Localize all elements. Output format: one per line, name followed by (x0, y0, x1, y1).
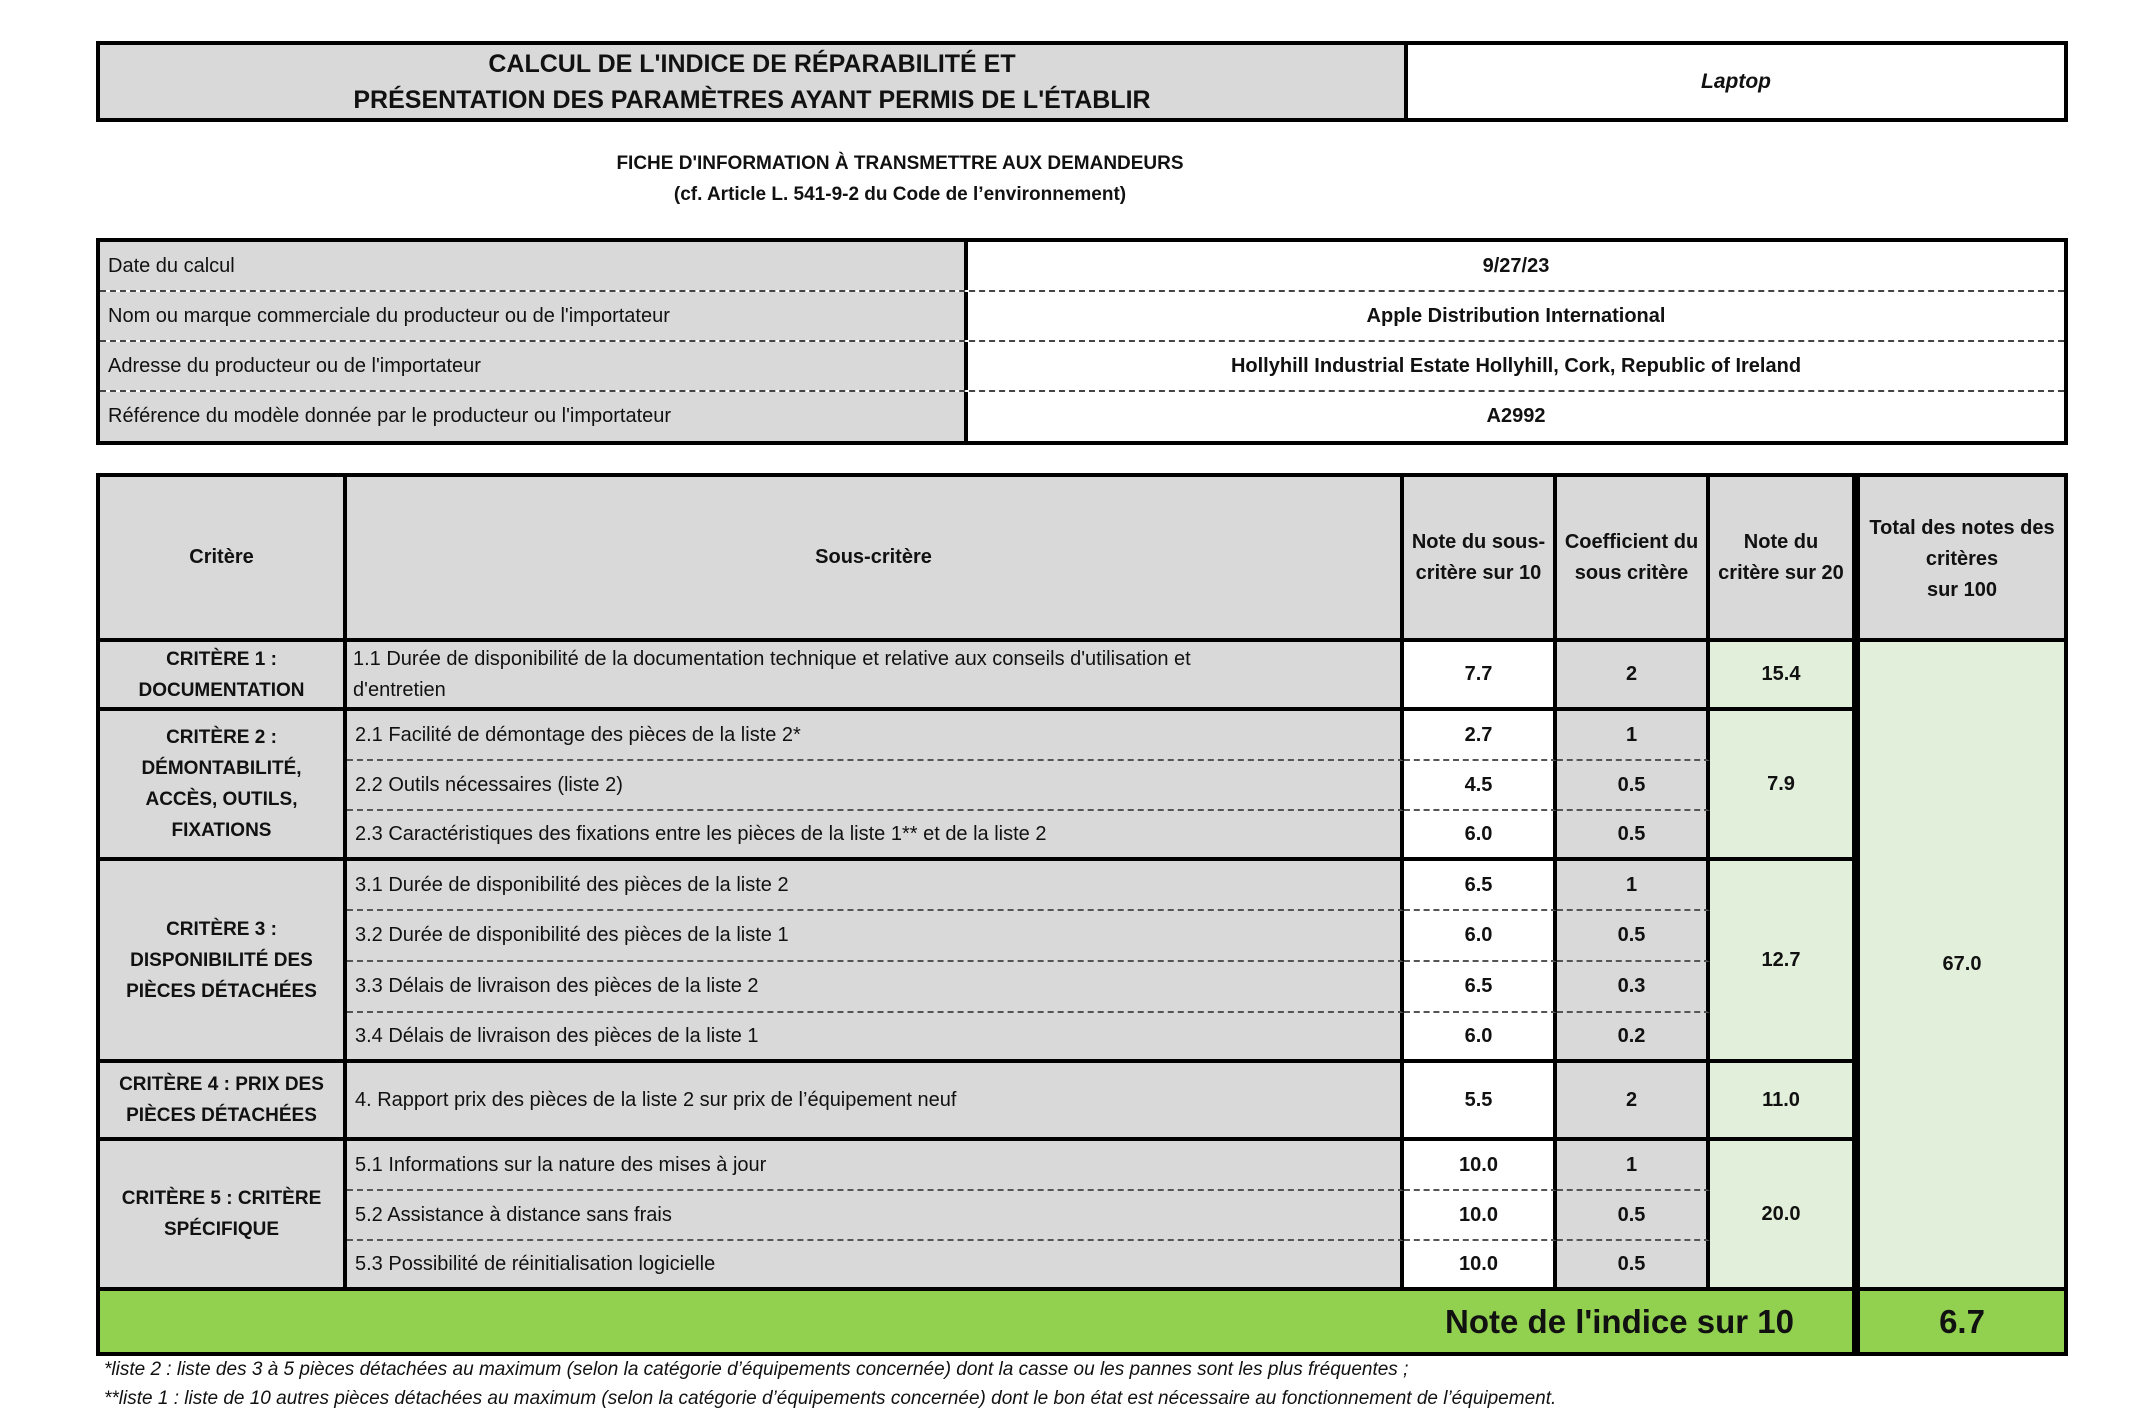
subcriterion-5-3: 5.3 Possibilité de réinitialisation logicielle (347, 1241, 1404, 1291)
info-row-address (100, 342, 2064, 392)
note-2-1: 2.7 (1404, 711, 1557, 761)
product-type: Laptop (1408, 45, 2064, 118)
score20-1: 15.4 (1710, 642, 1860, 711)
subtitle-line-2: (cf. Article L. 541-9-2 du Code de l’environnement) (673, 184, 1127, 205)
subcriterion-2-2: 2.2 Outils nécessaires (liste 2) (347, 761, 1404, 811)
note-5-1: 10.0 (1404, 1141, 1557, 1191)
header-total (1860, 477, 2064, 642)
subcriterion-2-1: 2.1 Facilité de démontage des pièces de la liste 2* (347, 711, 1404, 761)
criterion-label-line: DÉMONTABILITÉ, (141, 758, 302, 779)
note-3-4: 6.0 (1404, 1013, 1557, 1063)
criterion-label-line: CRITÈRE 1 : (166, 648, 277, 670)
subcriterion-4: 4. Rapport prix des pièces de la liste 2 sur prix de l’équipement neuf (347, 1063, 1404, 1141)
header-line: Note du sous- (1411, 530, 1546, 553)
info-row-producer (100, 292, 2064, 342)
header-line: sur 100 (1926, 579, 1998, 601)
score20-5: 20.0 (1710, 1141, 1860, 1291)
note-3-3: 6.5 (1404, 962, 1557, 1013)
coef-2-3: 0.5 (1557, 811, 1710, 861)
info-table (96, 238, 2068, 445)
subcriterion-1-1 (347, 642, 1404, 711)
subcriterion-3-3: 3.3 Délais de livraison des pièces de la liste 2 (347, 962, 1404, 1013)
info-value: Apple Distribution International (968, 292, 2064, 340)
criterion-2-label (100, 711, 347, 861)
subcriterion-5-1: 5.1 Informations sur la nature des mises à jour (347, 1141, 1404, 1191)
criterion-label-line: CRITÈRE 2 : (166, 727, 277, 748)
info-label: Date du calcul (100, 242, 968, 290)
coef-5-1: 1 (1557, 1141, 1710, 1191)
total-100: 67.0 (1860, 642, 2064, 1291)
subcriterion-3-4: 3.4 Délais de livraison des pièces de la liste 1 (347, 1013, 1404, 1063)
score20-2: 7.9 (1710, 711, 1860, 861)
info-value: A2992 (968, 392, 2064, 441)
criterion-4-label (100, 1063, 347, 1141)
criterion-label-line: DOCUMENTATION (138, 679, 305, 701)
coef-2-2: 0.5 (1557, 761, 1710, 811)
subcriterion-3-2: 3.2 Durée de disponibilité des pièces de la liste 1 (347, 911, 1404, 962)
coef-5-2: 0.5 (1557, 1191, 1710, 1241)
header-line: sous critère (1574, 561, 1689, 584)
footnote-liste-2: *liste 2 : liste des 3 à 5 pièces détachées au maximum (selon la catégorie d’équipements concernée) dont la casse ou les pannes sont les plus fréquentes ; (104, 1359, 1409, 1380)
title-line-1: CALCUL DE L'INDICE DE RÉPARABILITÉ ET (488, 49, 1016, 78)
criterion-label-line: DISPONIBILITÉ DES (130, 949, 313, 971)
coef-3-4: 0.2 (1557, 1013, 1710, 1063)
header-note-sous-critere (1404, 477, 1557, 642)
criterion-1-label (100, 642, 347, 711)
header-line: critère sur 10 (1415, 561, 1542, 584)
repairability-table (96, 473, 2068, 1356)
note-3-2: 6.0 (1404, 911, 1557, 962)
coef-3-1: 1 (1557, 861, 1710, 911)
title-block (96, 41, 2068, 122)
criterion-label-line: CRITÈRE 5 : CRITÈRE (121, 1188, 322, 1209)
criterion-5-label (100, 1141, 347, 1291)
header-note-critere (1710, 477, 1860, 642)
header-line: Total des notes des (1869, 517, 2055, 539)
subcriterion-5-2: 5.2 Assistance à distance sans frais (347, 1191, 1404, 1241)
criterion-label-line: CRITÈRE 3 : (166, 918, 277, 940)
header-line: Note du (1743, 530, 1819, 553)
document-title (100, 45, 1408, 118)
info-row-model (100, 392, 2064, 441)
criterion-label-line: PIÈCES DÉTACHÉES (126, 1105, 317, 1126)
info-row-date (100, 242, 2064, 292)
note-5-3: 10.0 (1404, 1241, 1557, 1291)
coef-3-3: 0.3 (1557, 962, 1710, 1013)
criterion-label-line: FIXATIONS (171, 820, 272, 841)
info-label: Adresse du producteur ou de l'importateur (100, 342, 968, 390)
subcriterion-label: 1.1 Durée de disponibilité de la documentation technique et relative aux conseils d'utilisation et (353, 647, 1191, 670)
note-1-1: 7.7 (1404, 642, 1557, 711)
note-3-1: 6.5 (1404, 861, 1557, 911)
criterion-label-line: PIÈCES DÉTACHÉES (126, 980, 317, 1002)
subcriterion-3-1: 3.1 Durée de disponibilité des pièces de la liste 2 (347, 861, 1404, 911)
subcriterion-2-3: 2.3 Caractéristiques des fixations entre les pièces de la liste 1** et de la liste 2 (347, 811, 1404, 861)
coef-4: 2 (1557, 1063, 1710, 1141)
coef-2-1: 1 (1557, 711, 1710, 761)
coef-5-3: 0.5 (1557, 1241, 1710, 1291)
title-line-2: PRÉSENTATION DES PARAMÈTRES AYANT PERMIS DE L'ÉTABLIR (353, 85, 1151, 114)
header-line: critères (1925, 548, 1999, 570)
criterion-label-line: CRITÈRE 4 : PRIX DES (119, 1074, 324, 1095)
coef-3-2: 0.5 (1557, 911, 1710, 962)
info-label: Référence du modèle donnée par le producteur ou l'importateur (100, 392, 968, 441)
coef-1-1: 2 (1557, 642, 1710, 711)
header-line: Coefficient du (1564, 530, 1699, 553)
criterion-label-line: SPÉCIFIQUE (163, 1219, 280, 1240)
note-2-3: 6.0 (1404, 811, 1557, 861)
subcriterion-label: d'entretien (353, 678, 446, 701)
header-coefficient (1557, 477, 1710, 642)
header-line: critère sur 20 (1718, 561, 1844, 584)
index-label: Note de l'indice sur 10 (100, 1291, 1860, 1352)
index-value: 6.7 (1860, 1291, 2064, 1352)
note-5-2: 10.0 (1404, 1191, 1557, 1241)
info-label: Nom ou marque commerciale du producteur ou de l'importateur (100, 292, 968, 340)
info-value: 9/27/23 (968, 242, 2064, 290)
criterion-3-label (100, 861, 347, 1063)
subtitle (400, 148, 1400, 210)
criterion-label-line: ACCÈS, OUTILS, (145, 789, 298, 810)
header-critere: Critère (100, 477, 347, 642)
info-value: Hollyhill Industrial Estate Hollyhill, Cork, Republic of Ireland (968, 342, 2064, 390)
note-2-2: 4.5 (1404, 761, 1557, 811)
note-4: 5.5 (1404, 1063, 1557, 1141)
subtitle-line-1: FICHE D'INFORMATION À TRANSMETTRE AUX DEMANDEURS (616, 153, 1184, 174)
footnote-liste-1: **liste 1 : liste de 10 autres pièces détachées au maximum (selon la catégorie d’équipements concernée) dont le bon état est nécessaire au fonctionnement de l’équipement. (104, 1388, 1557, 1409)
footnotes (104, 1355, 2004, 1413)
score20-3: 12.7 (1710, 861, 1860, 1063)
score20-4: 11.0 (1710, 1063, 1860, 1141)
header-sous-critere: Sous-critère (347, 477, 1404, 642)
